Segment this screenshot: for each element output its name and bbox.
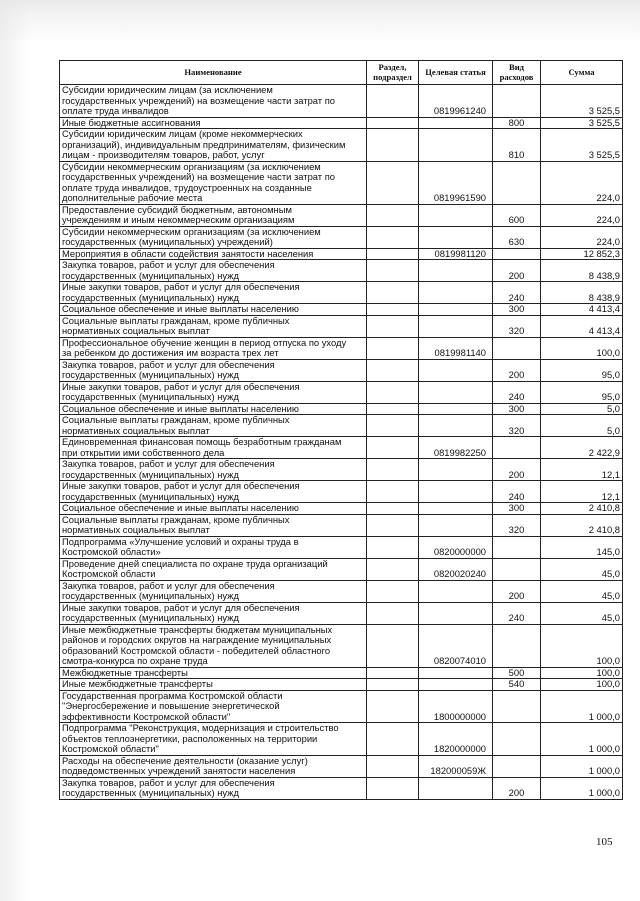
table-row	[60, 226, 623, 248]
row-sum: 100,0	[541, 667, 623, 679]
row-sum: 1 000,0	[541, 777, 623, 799]
row-vid	[493, 85, 541, 118]
row-vid: 200	[493, 260, 541, 282]
row-sum: 2 410,8	[541, 503, 623, 515]
row-vid: 240	[493, 602, 541, 624]
row-section	[367, 337, 419, 359]
row-vid: 540	[493, 679, 541, 691]
row-vid	[493, 337, 541, 359]
table-row	[60, 337, 623, 359]
row-section	[367, 381, 419, 403]
row-section	[367, 248, 419, 260]
row-name: Закупка товаров, работ и услуг для обеспечения государственных (муниципальных) нужд	[60, 459, 367, 481]
table-row	[60, 117, 623, 129]
row-name: Социальное обеспечение и иные выплаты населению	[60, 503, 367, 515]
row-name: Субсидии юридическим лицам (кроме некоммерческих организаций), индивидуальным предпринимателям, физическим лицам - производителям товаров, работ, услуг	[60, 129, 367, 162]
row-code	[419, 117, 493, 129]
row-vid: 800	[493, 117, 541, 129]
row-vid	[493, 558, 541, 580]
row-code	[419, 667, 493, 679]
row-vid: 320	[493, 514, 541, 536]
row-name: Иные закупки товаров, работ и услуг для обеспечения государственных (муниципальных) нужд	[60, 282, 367, 304]
table-row	[60, 437, 623, 459]
row-vid: 200	[493, 777, 541, 799]
row-name: Закупка товаров, работ и услуг для обеспечения государственных (муниципальных) нужд	[60, 260, 367, 282]
row-vid: 200	[493, 580, 541, 602]
row-sum: 4 413,4	[541, 315, 623, 337]
row-section	[367, 226, 419, 248]
row-code	[419, 580, 493, 602]
row-code	[419, 459, 493, 481]
row-vid: 630	[493, 226, 541, 248]
header-vid: Вид расходов	[493, 61, 541, 85]
budget-table	[59, 60, 623, 800]
table-row	[60, 315, 623, 337]
row-name: Иные закупки товаров, работ и услуг для обеспечения государственных (муниципальных) нужд	[60, 381, 367, 403]
table-row	[60, 161, 623, 204]
table-header-row	[60, 61, 623, 85]
table-row	[60, 359, 623, 381]
table-row	[60, 481, 623, 503]
row-name: Субсидии некоммерческим организациям (за исключением государственных учреждений) на возмещение части затрат по оплате труда инвалидов, трудоустроенных на созданные дополнительные рабочие места	[60, 161, 367, 204]
row-section	[367, 304, 419, 316]
row-sum: 2 410,8	[541, 514, 623, 536]
header-name: Наименование	[60, 61, 367, 85]
row-code: 1820000000	[419, 723, 493, 756]
row-section	[367, 315, 419, 337]
header-code: Целевая статья	[419, 61, 493, 85]
table-row	[60, 129, 623, 162]
row-sum: 100,0	[541, 679, 623, 691]
row-code	[419, 481, 493, 503]
row-code	[419, 282, 493, 304]
row-section	[367, 481, 419, 503]
row-code: 1800000000	[419, 690, 493, 723]
row-code	[419, 226, 493, 248]
row-name: Иные межбюджетные трансферты	[60, 679, 367, 691]
row-name: Государственная программа Костромской области "Энергосбережение и повышение энергетической эффективности Костромской области"	[60, 690, 367, 723]
row-sum: 95,0	[541, 359, 623, 381]
row-section	[367, 117, 419, 129]
row-vid	[493, 723, 541, 756]
row-section	[367, 536, 419, 558]
row-name: Проведение дней специалиста по охране труда организаций Костромской области	[60, 558, 367, 580]
row-section	[367, 161, 419, 204]
row-name: Иные бюджетные ассигнования	[60, 117, 367, 129]
row-sum: 224,0	[541, 204, 623, 226]
row-code	[419, 359, 493, 381]
row-sum: 8 438,9	[541, 282, 623, 304]
row-vid: 200	[493, 459, 541, 481]
row-sum: 12,1	[541, 481, 623, 503]
row-section	[367, 403, 419, 415]
row-section	[367, 514, 419, 536]
table-row	[60, 679, 623, 691]
table-row	[60, 459, 623, 481]
row-code: 0819981120	[419, 248, 493, 260]
header-section: Раздел, подраздел	[367, 61, 419, 85]
row-sum: 3 525,5	[541, 85, 623, 118]
row-vid: 320	[493, 315, 541, 337]
row-section	[367, 415, 419, 437]
table-row	[60, 403, 623, 415]
row-section	[367, 723, 419, 756]
row-vid: 240	[493, 481, 541, 503]
row-name: Мероприятия в области содействия занятости населения	[60, 248, 367, 260]
scan-shading-left	[0, 0, 30, 901]
table-row	[60, 667, 623, 679]
row-sum: 100,0	[541, 624, 623, 667]
table-row	[60, 503, 623, 515]
row-vid: 300	[493, 503, 541, 515]
row-name: Иные закупки товаров, работ и услуг для обеспечения государственных (муниципальных) нужд	[60, 602, 367, 624]
table-row	[60, 723, 623, 756]
row-sum: 3 525,5	[541, 117, 623, 129]
row-name: Социальные выплаты гражданам, кроме публичных нормативных социальных выплат	[60, 514, 367, 536]
row-name: Единовременная финансовая помощь безработным гражданам при открытии ими собственного дела	[60, 437, 367, 459]
row-section	[367, 690, 419, 723]
row-sum: 145,0	[541, 536, 623, 558]
row-name: Иные межбюджетные трансферты бюджетам муниципальных районов и городских округов на награждение муниципальных образований Костромской области - победителей областного смотра-конкурса по охране труда	[60, 624, 367, 667]
row-section	[367, 679, 419, 691]
row-section	[367, 129, 419, 162]
row-name: Профессиональное обучение женщин в период отпуска по уходу за ребенком до достижения им возраста трех лет	[60, 337, 367, 359]
row-sum: 45,0	[541, 602, 623, 624]
row-vid: 240	[493, 381, 541, 403]
row-code	[419, 381, 493, 403]
row-sum: 224,0	[541, 161, 623, 204]
row-code: 0820000000	[419, 536, 493, 558]
row-vid	[493, 248, 541, 260]
row-section	[367, 777, 419, 799]
row-sum: 8 438,9	[541, 260, 623, 282]
row-sum: 5,0	[541, 403, 623, 415]
row-vid	[493, 161, 541, 204]
row-name: Закупка товаров, работ и услуг для обеспечения государственных (муниципальных) нужд	[60, 580, 367, 602]
row-section	[367, 667, 419, 679]
row-vid: 320	[493, 415, 541, 437]
row-section	[367, 437, 419, 459]
header-sum: Сумма	[541, 61, 623, 85]
row-code	[419, 304, 493, 316]
row-code	[419, 777, 493, 799]
row-vid: 600	[493, 204, 541, 226]
row-section	[367, 558, 419, 580]
table-row	[60, 514, 623, 536]
table-row	[60, 624, 623, 667]
row-name: Подпрограмма "Реконструкция, модернизация и строительство объектов теплоэнергетики, расположенных на территории Костромской области"	[60, 723, 367, 756]
table-row	[60, 777, 623, 799]
table-row	[60, 602, 623, 624]
row-name: Субсидии юридическим лицам (за исключением государственных учреждений) на возмещение части затрат по оплате труда инвалидов	[60, 85, 367, 118]
row-code	[419, 602, 493, 624]
row-sum: 2 422,9	[541, 437, 623, 459]
row-code	[419, 679, 493, 691]
row-name: Социальное обеспечение и иные выплаты населению	[60, 403, 367, 415]
row-sum: 100,0	[541, 337, 623, 359]
row-section	[367, 359, 419, 381]
row-sum: 224,0	[541, 226, 623, 248]
row-code	[419, 415, 493, 437]
row-vid: 300	[493, 304, 541, 316]
table-row	[60, 260, 623, 282]
scan-shading-top	[0, 0, 640, 40]
row-sum: 1 000,0	[541, 755, 623, 777]
row-name: Социальные выплаты гражданам, кроме публичных нормативных социальных выплат	[60, 315, 367, 337]
row-name: Субсидии некоммерческим организациям (за исключением государственных (муниципальных) учреждений)	[60, 226, 367, 248]
row-code	[419, 315, 493, 337]
row-code: 0820074010	[419, 624, 493, 667]
row-vid: 810	[493, 129, 541, 162]
row-name: Закупка товаров, работ и услуг для обеспечения государственных (муниципальных) нужд	[60, 777, 367, 799]
row-sum: 45,0	[541, 558, 623, 580]
row-vid: 300	[493, 403, 541, 415]
row-vid: 200	[493, 359, 541, 381]
row-code	[419, 503, 493, 515]
row-section	[367, 624, 419, 667]
row-section	[367, 282, 419, 304]
row-name: Закупка товаров, работ и услуг для обеспечения государственных (муниципальных) нужд	[60, 359, 367, 381]
table-row	[60, 85, 623, 118]
row-sum: 12,1	[541, 459, 623, 481]
row-name: Подпрограмма «Улучшение условий и охраны труда в Костромской области»	[60, 536, 367, 558]
row-section	[367, 580, 419, 602]
row-sum: 1 000,0	[541, 690, 623, 723]
row-code	[419, 403, 493, 415]
row-sum: 12 852,3	[541, 248, 623, 260]
table-row	[60, 204, 623, 226]
row-sum: 95,0	[541, 381, 623, 403]
row-sum: 5,0	[541, 415, 623, 437]
row-name: Социальное обеспечение и иные выплаты населению	[60, 304, 367, 316]
table-row	[60, 381, 623, 403]
table-row	[60, 580, 623, 602]
row-vid	[493, 437, 541, 459]
table-row	[60, 415, 623, 437]
page-number: 105	[596, 836, 613, 848]
row-code	[419, 204, 493, 226]
row-sum: 45,0	[541, 580, 623, 602]
row-section	[367, 503, 419, 515]
row-vid: 240	[493, 282, 541, 304]
row-name: Предоставление субсидий бюджетным, автономным учреждениям и иным некоммерческим организациям	[60, 204, 367, 226]
table-row	[60, 755, 623, 777]
row-code: 0819961590	[419, 161, 493, 204]
table-row	[60, 690, 623, 723]
row-vid: 500	[493, 667, 541, 679]
row-section	[367, 260, 419, 282]
row-code	[419, 514, 493, 536]
row-name: Межбюджетные трансферты	[60, 667, 367, 679]
table-row	[60, 536, 623, 558]
table-row	[60, 304, 623, 316]
row-name: Социальные выплаты гражданам, кроме публичных нормативных социальных выплат	[60, 415, 367, 437]
row-vid	[493, 755, 541, 777]
row-section	[367, 85, 419, 118]
table-row	[60, 248, 623, 260]
row-vid	[493, 624, 541, 667]
row-vid	[493, 536, 541, 558]
table-row	[60, 558, 623, 580]
row-code: 182000059Ж	[419, 755, 493, 777]
row-section	[367, 755, 419, 777]
row-section	[367, 204, 419, 226]
row-code: 0820020240	[419, 558, 493, 580]
row-sum: 1 000,0	[541, 723, 623, 756]
row-section	[367, 602, 419, 624]
row-name: Иные закупки товаров, работ и услуг для обеспечения государственных (муниципальных) нужд	[60, 481, 367, 503]
row-section	[367, 459, 419, 481]
row-vid	[493, 690, 541, 723]
row-code: 0819982250	[419, 437, 493, 459]
row-sum: 4 413,4	[541, 304, 623, 316]
table-row	[60, 282, 623, 304]
row-code: 0819961240	[419, 85, 493, 118]
row-name: Расходы на обеспечение деятельности (оказание услуг) подведомственных учреждений занятости населения	[60, 755, 367, 777]
row-code	[419, 260, 493, 282]
row-code	[419, 129, 493, 162]
row-code: 0819981140	[419, 337, 493, 359]
row-sum: 3 525,5	[541, 129, 623, 162]
